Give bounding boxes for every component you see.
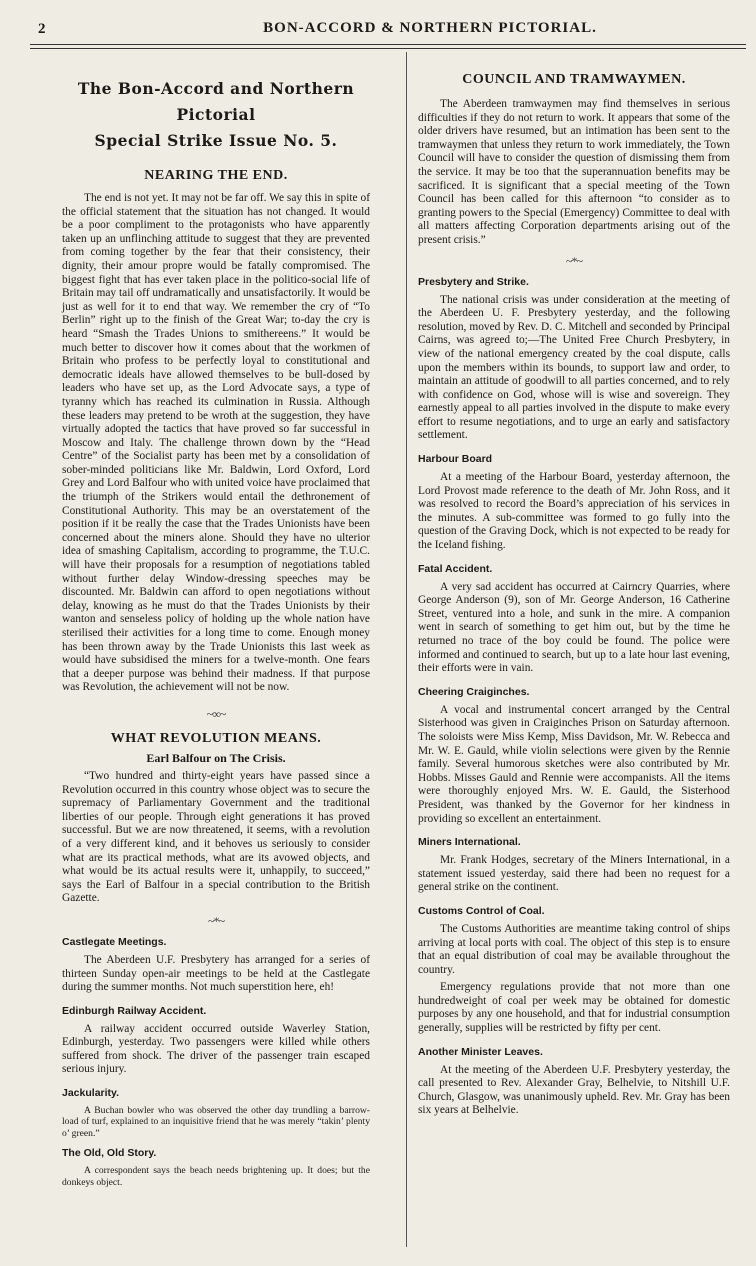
issue-title-line1: The Bon-Accord and Northern Pictorial xyxy=(77,79,355,124)
article-body-customs-2: Emergency regulations provide that not more than one hundredweight of coal per week may be obtained for domestic purposes by any one household, and that for industrial consumption generally, supplies will be restricted by fifty per cent. xyxy=(418,981,730,1035)
article-title-railway: Edinburgh Railway Accident. xyxy=(62,1004,207,1017)
issue-title-line2: Special Strike Issue No. 5. xyxy=(94,131,338,150)
article-body-fatal: A very sad accident has occurred at Cairncry Quarries, where George Anderson (9), son of Mr. George Anderson, 16 Catherine Street, ventured into a hole, and sunk in the mire. A companion went in search of something to get him out, but by the time he returned no trace of the boy could be found. The police were informed and continued to search, but up to a late hour last evening, their efforts were in vain. xyxy=(418,580,730,675)
column-divider xyxy=(406,52,407,1247)
article-title-revolution: WHAT REVOLUTION MEANS. xyxy=(110,730,322,746)
article-body-miners: Mr. Frank Hodges, secretary of the Miners International, in a statement issued yesterday, said there had been no request for a general strike on the continent. xyxy=(418,854,730,894)
article-body-customs-1: The Customs Authorities are meantime taking control of ships arriving at local ports with coal. The object of this step is to ensure that an equal distribution of coal may be available throughout the country. xyxy=(418,922,730,976)
article-body-craiginches: A vocal and instrumental concert arranged by the Central Sisterhood was given in Craiginches Prison on Saturday afternoon. The soloists were Miss Kemp, Miss Davidson, Mr. W. Rebecca and Mr. W. E. Gauld, while violin selections were given by the Rennie family. Several humorous sketches were also contributed by Mr. Hobbs. Misses Gauld and Rennie were accompanists. All the items were thoroughly enjoyed Mrs. W. E. Gauld, the Sisterhood President, was thanked by the Governor for her kindness in providing so excellent an entertainment. xyxy=(418,703,730,825)
article-title-jackularity: Jackularity. xyxy=(62,1087,120,1100)
article-body-railway: A railway accident occurred outside Waverley Station, Edinburgh, yesterday. Two passengers were killed while others suffered from shock. The driver of the passenger train escaped serious injury. xyxy=(62,1022,370,1076)
article-title-castlegate: Castlegate Meetings. xyxy=(62,935,167,948)
article-body-minister: At the meeting of the Aberdeen U.F. Presbytery yesterday, the call presented to Rev. Alexander Gray, Belhelvie, to Nitshill U.F. Church, Glasgow, was unanimously upheld. Rev. Mr. Gray has been six years at Belhelvie. xyxy=(418,1063,730,1117)
article-title-old-story: The Old, Old Story. xyxy=(62,1147,157,1160)
right-column xyxy=(418,56,730,1118)
publication-title: BON-ACCORD & NORTHERN PICTORIAL. xyxy=(263,20,597,36)
header-rule xyxy=(30,44,746,45)
small-ornament: ~*~ xyxy=(208,913,224,928)
article-title-council: COUNCIL AND TRAMWAYMEN. xyxy=(462,72,686,87)
article-title-miners: Miners International. xyxy=(418,836,521,849)
article-title-harbour: Harbour Board xyxy=(418,453,493,466)
flourish-ornament: ~∞~ xyxy=(206,706,226,721)
article-title-customs: Customs Control of Coal. xyxy=(418,904,545,917)
article-body-harbour: At a meeting of the Harbour Board, yesterday afternoon, the Lord Provost made reference to the death of Mr. John Ross, and it was resolved to record the Board’s appreciation of his services in the minutes. A sub-committee was formed to go fully into the question of the Graving Dock, which is not expected to be ready for the Iceland fishing. xyxy=(418,471,730,552)
article-body-revolution: “Two hundred and thirty-eight years have passed since a Revolution occurred in this country whose object was to secure the supremacy of Parliamentary Government and the traditional liberties of our people. Through eight generations it has proved successful. But we are now threatened, it seems, with a revolution of a very different kind, and it behoves us seriously to consider what are its practical methods, what are its avowed objects, and what would be its actual results were it, unhappily, to succeed,” says the Earl of Balfour in a special contribution to the British Gazette. xyxy=(62,769,370,905)
article-title-craiginches: Cheering Craiginches. xyxy=(418,685,530,698)
article-body-council: The Aberdeen tramwaymen may find themselves in serious difficulties if they do not return to work. It appears that some of the older drivers have resumed, but an intimation has been sent to the tramwaymen that unless they return to work immediately, the Town Council will have to consider the question of dismissing them from the service. It may be too that the superannuation benefits may be sacrificed. It is significant that a special meeting of the Town Council has been called for this afternoon “to consider as to granting powers to the Special (Emergency) Committee to deal with all matters affecting Corporation departments arising out of the present crisis.” xyxy=(418,98,730,246)
page-number: 2 xyxy=(38,21,46,37)
article-subtitle-revolution: Earl Balfour on The Crisis. xyxy=(146,750,286,765)
article-title-presbytery: Presbytery and Strike. xyxy=(418,275,529,288)
left-column xyxy=(62,56,370,1188)
article-title-minister: Another Minister Leaves. xyxy=(418,1045,543,1058)
small-ornament: ~*~ xyxy=(566,253,582,268)
article-body-castlegate: The Aberdeen U.F. Presbytery has arranged for a series of thirteen Sunday open-air meetings to be held at the Castlegate during the summer months. Not much superstition here, eh! xyxy=(62,953,370,994)
article-title-nearing-end: NEARING THE END. xyxy=(144,168,288,183)
article-body-jackularity: A Buchan bowler who was observed the other day trundling a barrow-load of turf, explained to an inquisitive friend that he was merely “takin’ plenty o’ green.” xyxy=(62,1105,370,1139)
article-body-old-story: A correspondent says the beach needs brightening up. It does; but the donkeys object. xyxy=(62,1165,370,1188)
article-title-fatal: Fatal Accident. xyxy=(418,562,493,575)
running-header xyxy=(0,14,756,44)
header-rule-thin xyxy=(30,48,746,49)
article-body-nearing-end: The end is not yet. It may not be far off. We say this in spite of the official statement that the situation has not changed. It would be a poor compliment to the protagonists who have apparently taken up an unflinching attitude to suggest that they are prevented from coming together by the fear that their consistency, their dignity, their amour propre would be fatally compromised. The biggest fight that has ever taken place in the politico-social life of Britain may tail off undramatically and unsatisfactorily. It would be just as well for it to end that way. We remember the cry of “To Berlin” right up to the finish of the Great War; to-day the cry is heard “Smash the Trades Unions to smithereens.” It would be much better to discover how it comes about that the workmen of Britain who profess to be perfectly loyal to constitutional and democratic ideals have allowed themselves to be bull-dosed by leaders who have set up, as the Lord Advocate says, a type of tyranny which has reached its culmination in Russia. Although these leaders may pretend to be wroth at the suggestion, they have virtually adopted the tactics that have proved so far successful in Moscow and Italy. The challenge thrown down by the “Head Centre” of the Socialist party has been met by a consolidation of sober-minded politicians like Mr. Baldwin, Lord Oxford, Lord Grey and Lord Balfour who with united voice have proclaimed that the triumph of the Strikers would entail the dethronement of Constitutional Authority. This may be an overstatement of the position if it be really the case that the Trades Unionists have been concerned about the miners alone. Should they have no ulterior idea of smashing Capitalism, according to programme, the T.U.C. will have their proposals for a resumption of negotiations tabled without further delay Window-dressing speeches may be discounted. Mr. Baldwin can afford to open negotiations without delay, knowing as he must do that the Trades Unionists by their wanton and senseless policy of holding up the whole nation have sterilised their activities for a long time to come. Enough money has been thrown away by the Trade Unionists this last week as would have subsidised the miners for a twelve-month. One fears that a deeper purpose was behind their madness. If that purpose was Revolution, the achievement will not be now. xyxy=(62,192,370,694)
article-body-presbytery: The national crisis was under consideration at the meeting of the Aberdeen U. F. Presbytery yesterday, and the following resolution, moved by Rev. D. C. Mitchell and seconded by Principal Cairns, was agreed to;—The United Free Church Presbytery, in view of the national emergency created by the coal dispute, calls upon the members within its bounds, to support law and order, to maintain an attitude of goodwill to all parties concerned, and to rely with confidence on God, whose will is wise and sovereign. They earnestly appeal to all parties involved in the dispute to make every effort to resume negotiations, and to urge an early and satisfactory settlement. xyxy=(418,293,730,442)
